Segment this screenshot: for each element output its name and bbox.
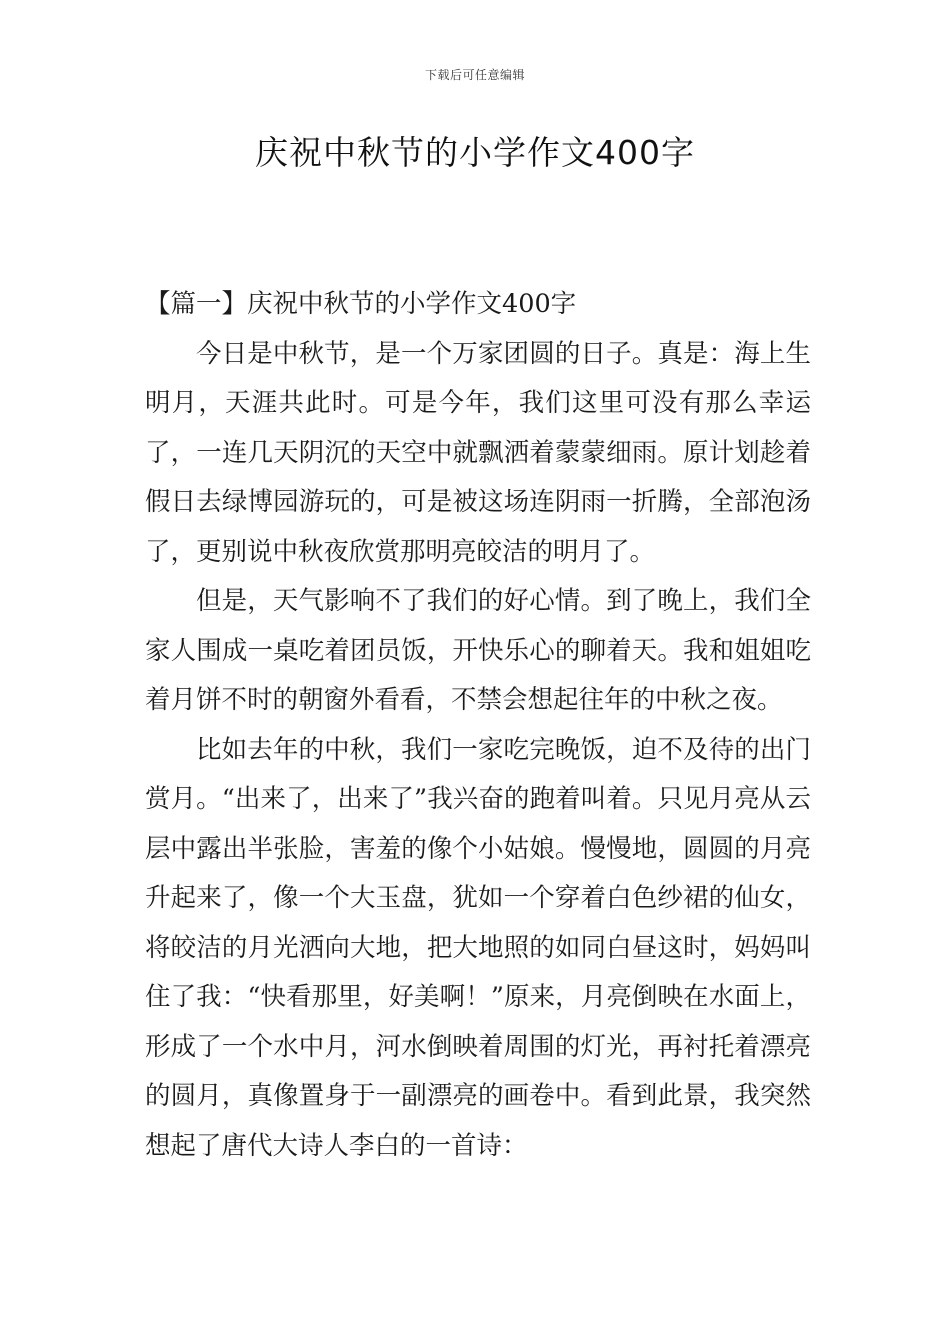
paragraph-2: 但是，天气影响不了我们的好心情。到了晚上，我们全家人围成一桌吃着团员饭，开快乐心的聊着天。我和姐姐吃着月饼不时的朝窗外看看，不禁会想起往年的中秋之夜。 xyxy=(145,586,811,715)
section-heading: 【篇一】庆祝中秋节的小学作文400字 xyxy=(145,289,577,319)
page-title: 庆祝中秋节的小学作文400字 xyxy=(255,133,695,172)
paragraph-1: 今日是中秋节，是一个万家团圆的日子。真是：海上生明月，天涯共此时。可是今年，我们这里可没有那么幸运了，一连几天阴沉的天空中就飘洒着蒙蒙细雨。原计划趁着假日去绿博园游玩的，可是被这场连阴雨一折腾，全部泡汤了，更别说中秋夜欣赏那明亮皎洁的明月了。 xyxy=(145,338,811,567)
article-body xyxy=(145,280,811,1171)
paragraph-3: 比如去年的中秋，我们一家吃完晚饭，迫不及待的出门赏月。“出来了，出来了”我兴奋的跑着叫着。只见月亮从云层中露出半张脸，害羞的像个小姑娘。慢慢地，圆圆的月亮升起来了，像一个大玉盘，犹如一个穿着白色纱裙的仙女，将皎洁的月光洒向大地，把大地照的如同白昼这时，妈妈叫住了我：“快看那里，好美啊！”原来，月亮倒映在水面上，形成了一个水中月，河水倒映着周围的灯光，再衬托着漂亮的圆月，真像置身于一副漂亮的画卷中。看到此景，我突然想起了唐代大诗人李白的一首诗： xyxy=(145,734,811,1161)
header-note: 下载后可任意编辑 xyxy=(424,68,525,82)
